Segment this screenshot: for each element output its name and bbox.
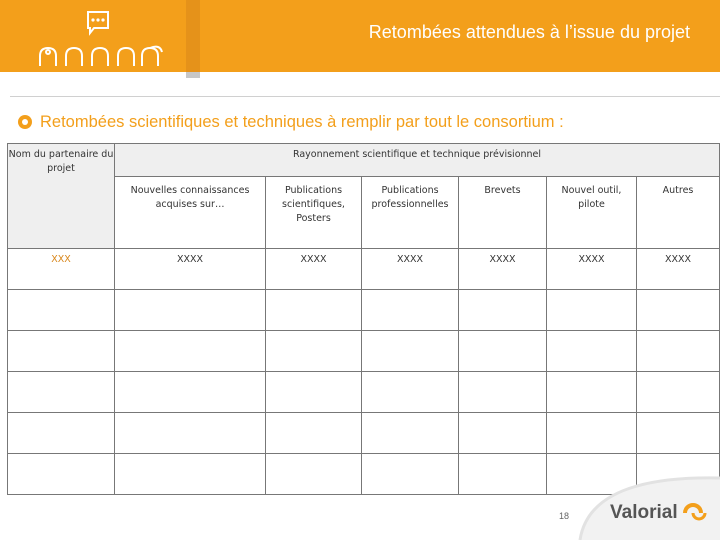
table-cell[interactable] <box>547 330 637 371</box>
table-cell[interactable]: XXXX <box>547 248 637 289</box>
table-cell[interactable] <box>8 453 115 494</box>
table-cell[interactable] <box>362 453 459 494</box>
section-heading-text: Retombées scientifiques et techniques à remplir par tout le consortium : <box>40 113 564 131</box>
table-cell[interactable] <box>115 412 266 453</box>
table-cell[interactable] <box>459 330 547 371</box>
brand-logo-text: Valorial <box>610 502 678 523</box>
table-cell[interactable] <box>547 371 637 412</box>
table-cell[interactable] <box>362 371 459 412</box>
group-column-header: Rayonnement scientifique et technique prévisionnel <box>115 144 720 177</box>
table-cell[interactable] <box>115 330 266 371</box>
table-cell[interactable] <box>459 412 547 453</box>
table-cell[interactable]: XXXX <box>637 248 720 289</box>
table-cell[interactable] <box>362 412 459 453</box>
table-cell[interactable] <box>266 453 362 494</box>
outcomes-table <box>7 143 720 495</box>
table-cell[interactable] <box>459 289 547 330</box>
table-cell[interactable]: XXXX <box>362 248 459 289</box>
table-row <box>8 371 720 412</box>
table-cell[interactable] <box>637 289 720 330</box>
banner-fold <box>186 0 200 72</box>
column-header: Publications professionnelles <box>362 176 459 248</box>
page-title: Retombées attendues à l’issue du projet <box>368 22 690 42</box>
divider <box>10 96 720 97</box>
table-subheader-row <box>8 176 720 248</box>
table-cell[interactable]: XXXX <box>266 248 362 289</box>
table-row <box>8 330 720 371</box>
bullet-icon <box>18 115 32 129</box>
table-cell[interactable]: XXX <box>8 248 115 289</box>
table-row <box>8 289 720 330</box>
table-cell[interactable] <box>115 453 266 494</box>
table-cell[interactable] <box>115 371 266 412</box>
column-header: Publications scientifiques, Posters <box>266 176 362 248</box>
partner-column-header: Nom du partenaire du projet <box>8 144 115 177</box>
table-cell[interactable] <box>362 289 459 330</box>
table-cell[interactable] <box>637 371 720 412</box>
table-cell[interactable] <box>637 330 720 371</box>
table-cell[interactable] <box>266 289 362 330</box>
column-header: Nouvel outil, pilote <box>547 176 637 248</box>
table-cell[interactable] <box>115 289 266 330</box>
table-cell[interactable] <box>362 330 459 371</box>
table-cell[interactable] <box>459 371 547 412</box>
table-cell[interactable] <box>637 412 720 453</box>
column-header: Brevets <box>459 176 547 248</box>
table-cell[interactable] <box>266 330 362 371</box>
table-cell[interactable] <box>266 371 362 412</box>
table-cell[interactable] <box>459 453 547 494</box>
partner-column-header-cont <box>8 176 115 248</box>
table-cell[interactable] <box>8 330 115 371</box>
column-header: Autres <box>637 176 720 248</box>
banner-notch <box>186 72 200 78</box>
table-row <box>8 248 720 289</box>
table-header-row <box>8 144 720 177</box>
table-cell[interactable] <box>547 289 637 330</box>
brand-logo-icon <box>682 502 708 524</box>
table-cell[interactable]: XXXX <box>459 248 547 289</box>
table-cell[interactable]: XXXX <box>115 248 266 289</box>
table-cell[interactable] <box>266 412 362 453</box>
table-cell[interactable] <box>8 289 115 330</box>
table-cell[interactable] <box>547 412 637 453</box>
table-cell[interactable] <box>8 412 115 453</box>
column-header: Nouvelles connaissances acquises sur… <box>115 176 266 248</box>
page-number: 18 <box>559 511 570 521</box>
table-cell[interactable] <box>8 371 115 412</box>
table-row <box>8 412 720 453</box>
people-speech-illustration-icon <box>36 8 166 68</box>
